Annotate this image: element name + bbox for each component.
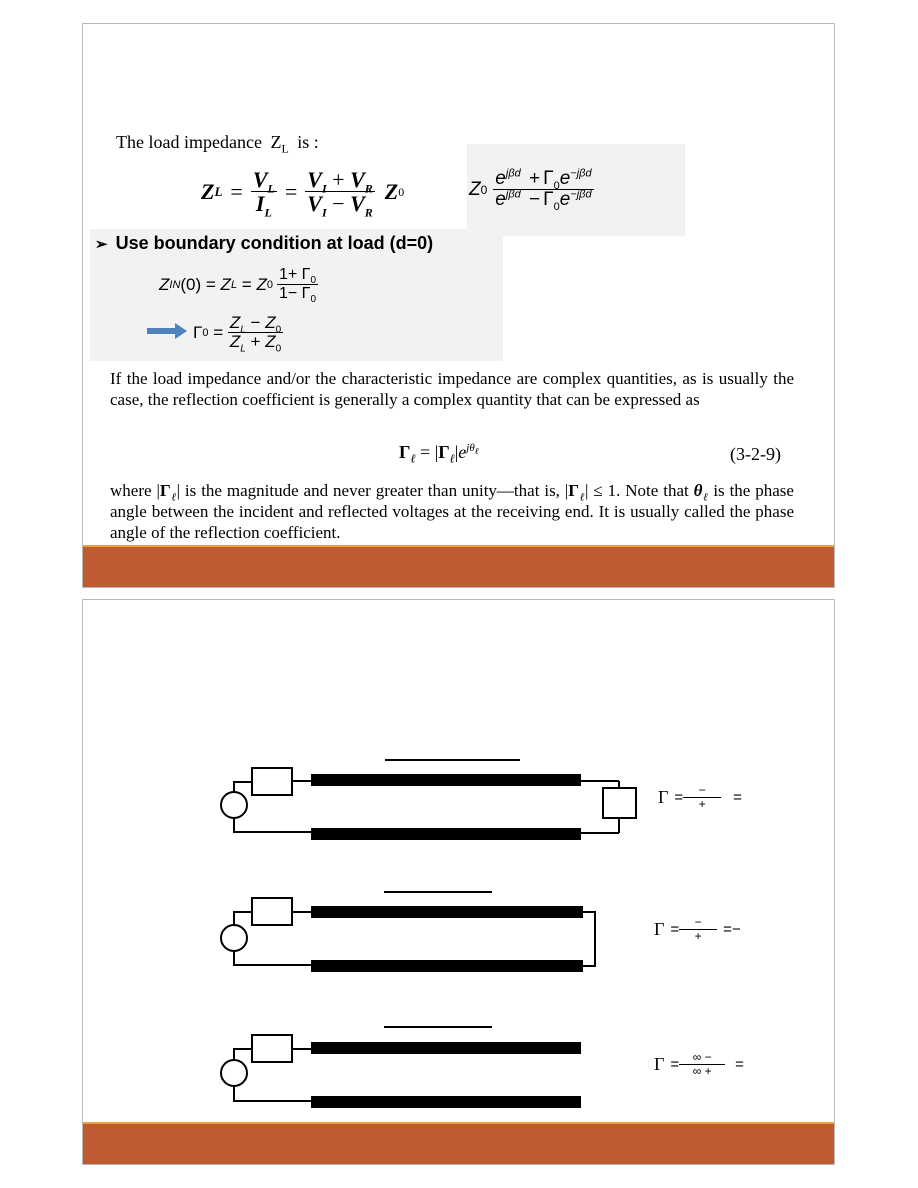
circuit3-line-bottom (311, 1096, 581, 1108)
circuit1-source-icon (221, 792, 247, 818)
circuit1-line-top (311, 774, 581, 786)
equation-exponential: Z 0 $\frac{e^{j\beta d} + \Gamma_0e^{-j\beta d}}{e^{j\beta d} - \Gamma_0e^{-j\beta d}}$ (469, 167, 592, 213)
paragraph-complex-quantities: If the load impedance and/or the characteristic impedance are complex quantities, as is usually the case, the reflection coefficient is generally a complex quantity that can be expressed as (110, 369, 794, 409)
intro-text: The load impedance (116, 132, 262, 152)
circuit2-source-impedance (252, 898, 292, 925)
bullet-arrow-icon: ➢ (95, 236, 108, 253)
equation-gamma-polar: $\Gamma_\ell = |\Gamma_\ell|e^{j\theta_\ell}$ (399, 442, 479, 466)
circuit1-gamma-formula: Γ = $\frac{-}{+}$ = (658, 783, 742, 811)
right-arrow-icon (147, 322, 191, 340)
equation-number: (3-2-9) (730, 444, 781, 464)
slide-1 (82, 23, 835, 588)
slide-2 (82, 599, 835, 1165)
footer-bar (83, 1124, 834, 1164)
footer-bar (83, 547, 834, 587)
circuit2-line-bottom (311, 960, 583, 972)
paragraph-magnitude-phase: where $|\Gamma_\ell|$ is the magnitude and never greater than unity—that is, $|\Gamma_\ell| \le 1$. Note that $\theta_\ell$ is the phase angle between the incident and reflected voltages at the receiving end. It is usually called the phase angle of the reflection coefficient. (110, 481, 794, 542)
circuit2-source-icon (221, 925, 247, 951)
circuit3-line-top (311, 1042, 581, 1054)
circuit3-source-icon (221, 1060, 247, 1086)
intro-symbol: $Z_L$ (270, 132, 289, 156)
circuit3-gamma-formula: Γ = $\frac{\infty -}{\infty +}$ = (654, 1050, 744, 1078)
intro-line (116, 132, 319, 156)
equation-zin: Z IN (0) = Z L = Z 0 $\frac{1+ \Gamma_0}{1- \Gamma_0}$ (159, 266, 317, 306)
transmission-line-circuits (83, 600, 834, 1120)
circuit3-source-impedance (252, 1035, 292, 1062)
equation-gamma0: Γ 0 = $\frac{Z_L - Z_0}{Z_L + Z_0}$ (193, 313, 282, 355)
circuit2-short-circuit (582, 912, 595, 966)
circuit1-wire-top (234, 782, 252, 792)
circuit2-gamma-formula: Γ = $\frac{-}{+}$ = − (654, 915, 741, 943)
circuit1-line-bottom (311, 828, 581, 840)
circuit2-line-top (311, 906, 583, 918)
bullet-boundary-condition: ➢ Use boundary condition at load (d=0) (95, 233, 434, 253)
circuit1-source-impedance (252, 768, 292, 795)
circuit1-load-impedance (603, 788, 636, 818)
equation-load-impedance: Z L = $\frac{V_L}{I_L}$ = $\frac{V_I + V_R}{V_I - V_R}$ Z 0 (201, 166, 405, 220)
circuit1-wire-bottom (234, 818, 311, 832)
intro-suffix: is : (297, 132, 319, 152)
